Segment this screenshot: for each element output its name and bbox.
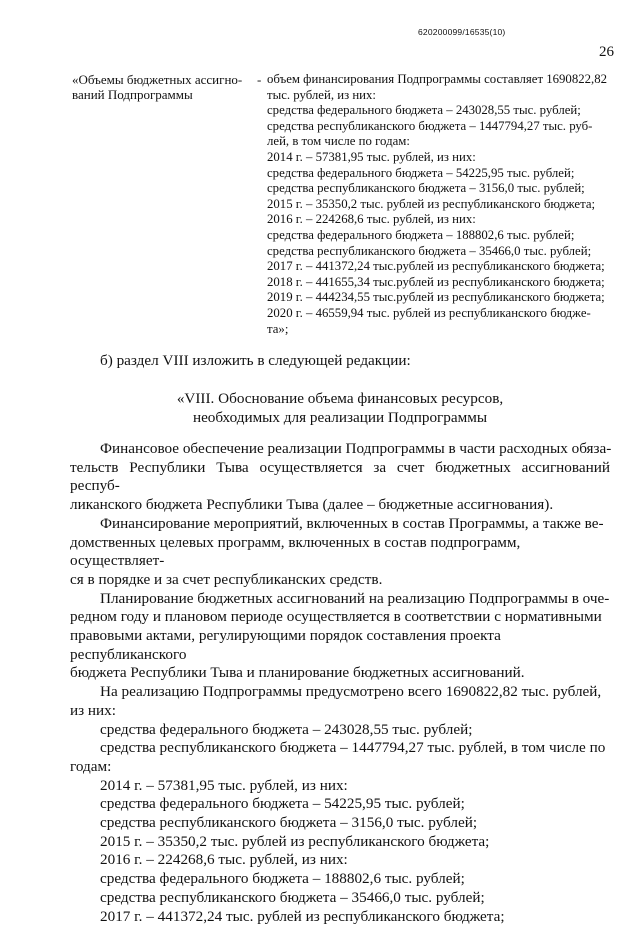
heading-line-2: необходимых для реализации Подпрограммы bbox=[192, 409, 488, 426]
paragraph-6 bbox=[70, 739, 610, 776]
list-item: средства республиканского бюджета – 35466,0 тыс. рублей; bbox=[100, 888, 485, 906]
section-heading bbox=[80, 389, 600, 427]
table-value-line: лей, в том числе по годам: bbox=[267, 134, 410, 149]
body-paragraphs bbox=[70, 440, 610, 926]
paragraph-line: бюджета Республики Тыва и планирование бюджетных ассигнований. bbox=[70, 664, 525, 682]
table-value-line: та»; bbox=[267, 321, 289, 336]
list-item: 2016 г. – 224268,6 тыс. рублей, из них: bbox=[100, 851, 348, 869]
funding-list bbox=[70, 777, 610, 926]
table-value-line: средства федерального бюджета – 54225,95 тыс. рублей; bbox=[267, 165, 575, 180]
table-label-cell bbox=[72, 72, 250, 102]
section-b-text: б) раздел VIII изложить в следующей редакции: bbox=[100, 352, 411, 369]
table-value-line: тыс. рублей, из них: bbox=[267, 87, 376, 102]
table-value-line: средства федерального бюджета – 243028,55 тыс. рублей; bbox=[267, 103, 581, 118]
paragraph-line: годам: bbox=[70, 757, 112, 775]
paragraph-2 bbox=[70, 515, 610, 590]
table-value-line: 2018 г. – 441655,34 тыс.рублей из республиканского бюджета; bbox=[267, 274, 605, 289]
table-value-cell bbox=[267, 72, 609, 337]
table-value-line: 2017 г. – 441372,24 тыс.рублей из республиканского бюджета; bbox=[267, 259, 605, 274]
paragraph-line: правовыми актами, регулирующими порядок составления проекта республиканского bbox=[70, 627, 501, 663]
paragraph-5 bbox=[70, 721, 610, 740]
list-item: 2017 г. – 441372,24 тыс. рублей из республиканского бюджета; bbox=[100, 907, 505, 925]
table-dash: - bbox=[257, 72, 262, 87]
table-label-line: «Объемы бюджетных ассигно- bbox=[72, 72, 243, 87]
table-value-line: 2020 г. – 46559,94 тыс. рублей из республиканского бюдже- bbox=[267, 305, 591, 320]
table-value-line: средства федерального бюджета – 188802,6 тыс. рублей; bbox=[267, 227, 575, 242]
table-value-line: объем финансирования Подпрограммы составляет 1690822,82 bbox=[267, 72, 608, 86]
list-item: средства республиканского бюджета – 3156,0 тыс. рублей; bbox=[100, 814, 478, 832]
paragraph-line: Финансовое обеспечение реализации Подпрограммы в части расходных обяза- bbox=[100, 440, 612, 457]
paragraph-line: ся в порядке и за счет республиканских средств. bbox=[70, 570, 383, 588]
paragraph-line: средства республиканского бюджета – 1447794,27 тыс. рублей, в том числе по bbox=[100, 739, 606, 757]
paragraph-3 bbox=[70, 590, 610, 684]
table-value-line: 2014 г. – 57381,95 тыс. рублей, из них: bbox=[267, 149, 476, 164]
list-item: средства федерального бюджета – 54225,95 тыс. рублей; bbox=[100, 795, 465, 813]
table-value-line: 2019 г. – 444234,55 тыс.рублей из республиканского бюджета; bbox=[267, 290, 605, 305]
list-item: 2015 г. – 35350,2 тыс. рублей из республиканского бюджета; bbox=[100, 832, 490, 850]
document-code: 620200099/16535(10) bbox=[418, 27, 506, 37]
paragraph-line: ликанского бюджета Республики Тыва (далее – бюджетные ассигнования). bbox=[70, 496, 554, 514]
table-value-line: 2016 г. – 224268,6 тыс. рублей, из них: bbox=[267, 212, 476, 227]
table-value-line: средства республиканского бюджета – 1447794,27 тыс. руб- bbox=[267, 118, 593, 133]
section-b-instruction bbox=[70, 352, 610, 371]
paragraph-1 bbox=[70, 440, 610, 515]
paragraph-4 bbox=[70, 683, 610, 720]
paragraph-line: На реализацию Подпрограммы предусмотрено всего 1690822,82 тыс. рублей, bbox=[100, 683, 602, 701]
paragraph-line: Планирование бюджетных ассигнований на реализацию Подпрограммы в оче- bbox=[100, 589, 610, 607]
table-value-line: 2015 г. – 35350,2 тыс. рублей из республиканского бюджета; bbox=[267, 196, 596, 211]
paragraph-line: тельств Республики Тыва осуществляется за счет бюджетных ассигнований респуб- bbox=[70, 458, 610, 495]
table-value-line: средства республиканского бюджета – 35466,0 тыс. рублей; bbox=[267, 243, 592, 258]
list-item: средства федерального бюджета – 188802,6 тыс. рублей; bbox=[100, 870, 465, 888]
list-item: 2014 г. – 57381,95 тыс. рублей, из них: bbox=[100, 776, 348, 794]
paragraph-line: редном году и плановом периоде осуществляется в соответствии с нормативными bbox=[70, 608, 602, 626]
paragraph-line: из них: bbox=[70, 701, 116, 719]
paragraph-line: средства федерального бюджета – 243028,55 тыс. рублей; bbox=[100, 720, 473, 738]
page-number: 26 bbox=[599, 44, 614, 60]
paragraph-line: Финансирование мероприятий, включенных в состав Программы, а также ве- bbox=[100, 514, 604, 532]
paragraph-line: домственных целевых программ, включенных в состав подпрограмм, осуществляет- bbox=[70, 533, 521, 570]
table-value-line: средства республиканского бюджета – 3156,0 тыс. рублей; bbox=[267, 181, 585, 196]
table-label-line: ваний Подпрограммы bbox=[72, 87, 193, 102]
heading-line-1: «VIII. Обоснование объема финансовых ресурсов, bbox=[176, 390, 504, 407]
